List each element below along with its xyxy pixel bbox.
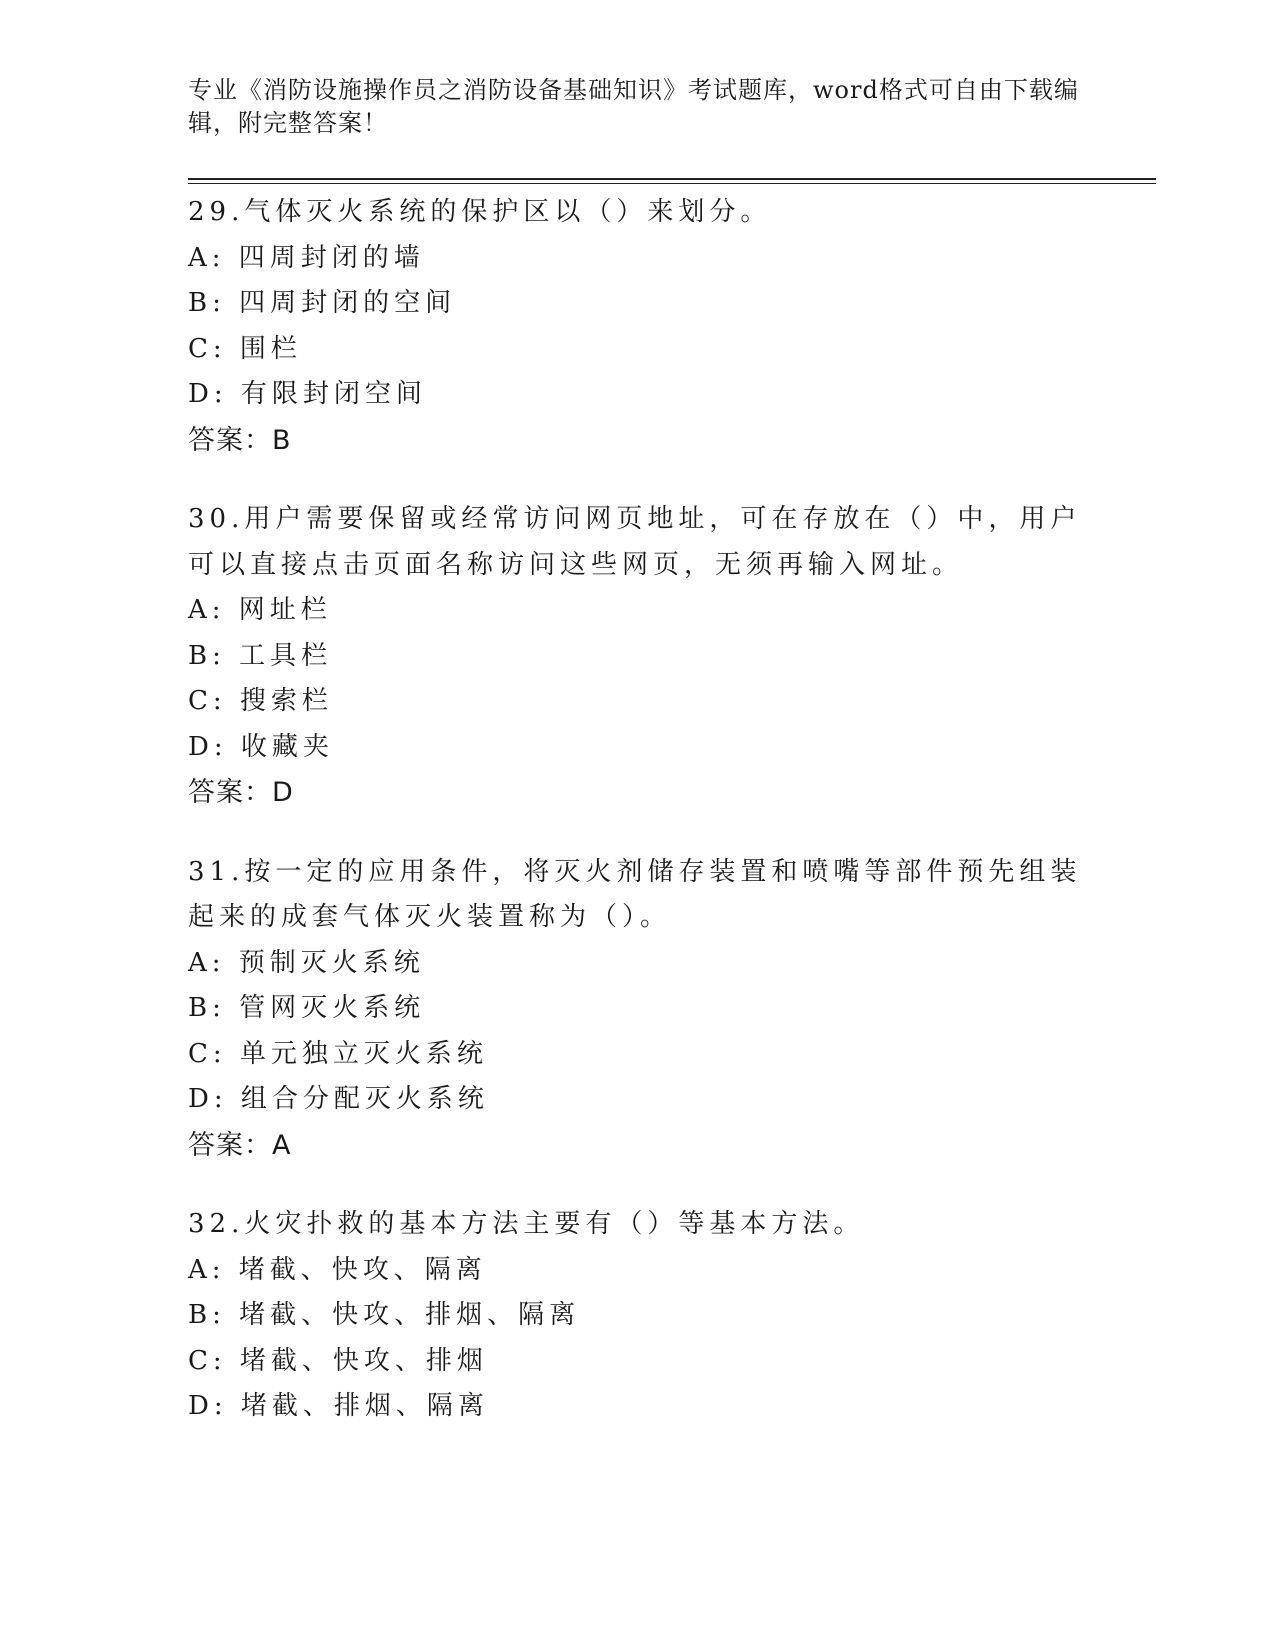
answer: 答案：A: [188, 1129, 292, 1161]
option-c: C: 单元独立灭火系统: [188, 1038, 488, 1069]
option-c: C: 堵截、快攻、排烟: [188, 1345, 488, 1376]
question-30: [188, 497, 1088, 816]
option-c: C: 围栏: [188, 333, 302, 364]
answer: 答案：D: [188, 777, 294, 808]
answer: 答案：B: [188, 424, 292, 456]
option-b: B: 堵截、快攻、排烟、隔离: [188, 1300, 581, 1330]
option-a: A: 预制灭火系统: [188, 947, 425, 978]
option-d: D: 收藏夹: [188, 731, 334, 762]
option-b: B: 工具栏: [188, 640, 333, 671]
option-a: A: 堵截、快攻、隔离: [188, 1254, 487, 1285]
option-d: D: 堵截、排烟、隔离: [188, 1391, 489, 1421]
question-stem: 32.火灾扑救的基本方法主要有（）等基本方法。: [188, 1209, 865, 1239]
question-31: [188, 850, 1088, 1169]
document-header: 专业《消防设施操作员之消防设备基础知识》考试题库，word格式可自由下载编辑，附完整答案！: [188, 76, 1079, 137]
question-stem: 31.按一定的应用条件，将灭火剂储存装置和喷嘴等部件预先组装起来的成套气体灭火装置称为（）。: [188, 856, 1082, 932]
question-29: [188, 190, 1088, 463]
option-b: B: 管网灭火系统: [188, 993, 426, 1023]
option-d: D: 有限封闭空间: [188, 379, 427, 409]
question-stem: 30.用户需要保留或经常访问网页地址，可在存放在（）中，用户可以直接点击页面名称访问这些网页，无须再输入网址。: [188, 504, 1082, 580]
option-a: A: 网址栏: [188, 595, 332, 625]
header-rule-thin: [188, 183, 1156, 184]
question-stem: 29.气体灭火系统的保护区以（）来划分。: [188, 197, 772, 227]
question-list: [188, 190, 1088, 1464]
option-c: C: 搜索栏: [188, 686, 333, 716]
option-b: B: 四周封闭的空间: [188, 288, 457, 318]
header-rule-thick: [188, 178, 1156, 180]
option-d: D: 组合分配灭火系统: [188, 1084, 489, 1114]
question-32: [188, 1202, 1088, 1430]
option-a: A: 四周封闭的墙: [188, 242, 425, 273]
